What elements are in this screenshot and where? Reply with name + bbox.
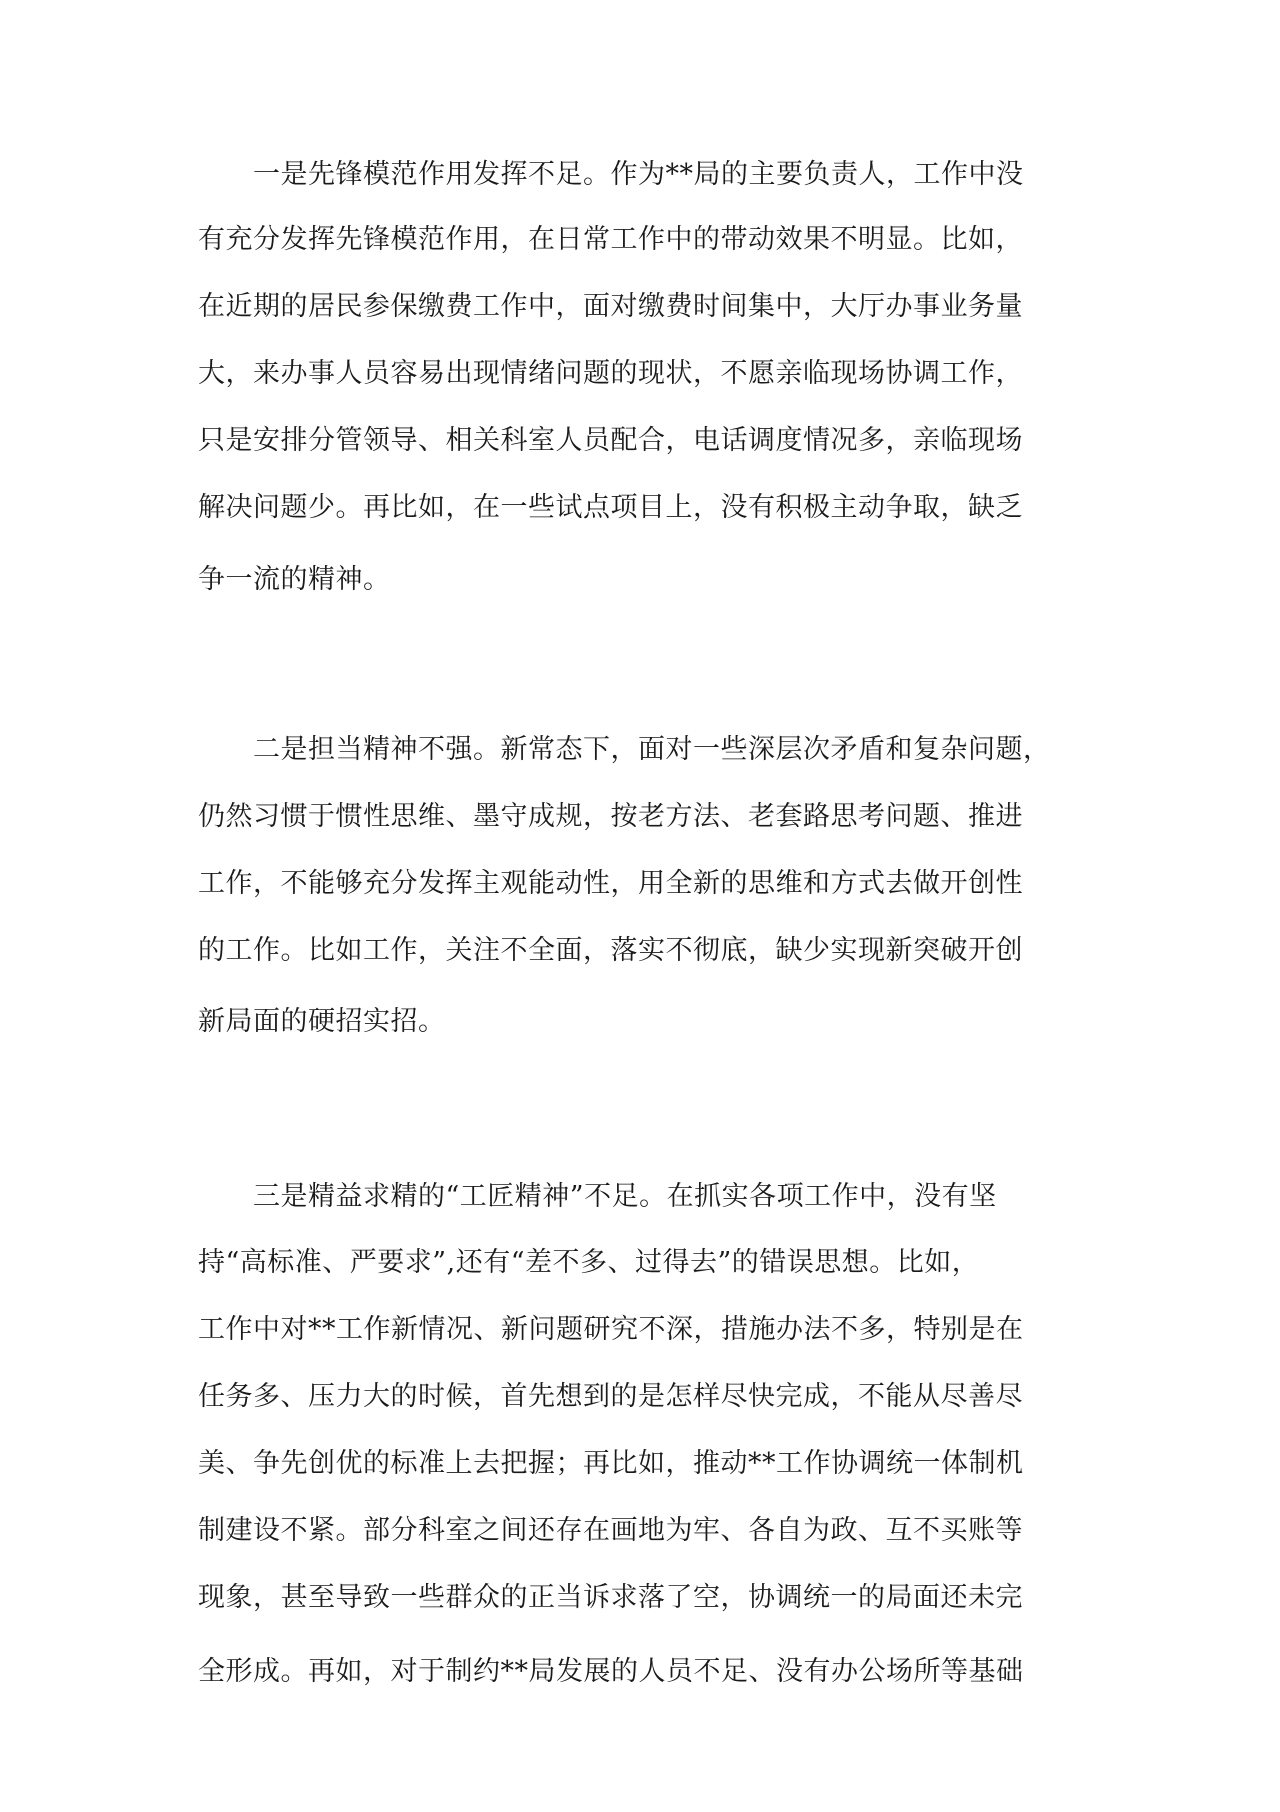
paragraph-2-line-1: 二是担当精神不强。新常态下，面对一些深层次矛盾和复杂问题， [253, 734, 1051, 765]
paragraph-3-line-6: 制建设不紧。部分科室之间还存在画地为牢、各自为政、互不买账等 [198, 1515, 1023, 1546]
paragraph-3-line-4: 任务多、压力大的时候，首先想到的是怎样尽快完成，不能从尽善尽 [198, 1381, 1023, 1412]
paragraph-2-line-3: 工作，不能够充分发挥主观能动性，用全新的思维和方式去做开创性 [198, 868, 1023, 899]
paragraph-3-line-3: 工作中对**工作新情况、新问题研究不深，措施办法不多，特别是在 [198, 1314, 1024, 1345]
paragraph-1-line-5: 只是安排分管领导、相关科室人员配合，电话调度情况多，亲临现场 [198, 425, 1023, 456]
paragraph-3-line-1: 三是精益求精的“工匠精神”不足。在抓实各项工作中，没有坚 [253, 1181, 997, 1212]
paragraph-2-line-4: 的工作。比如工作，关注不全面，落实不彻底，缺少实现新突破开创 [198, 935, 1023, 966]
paragraph-2-line-5: 新局面的硬招实招。 [198, 1006, 446, 1037]
paragraph-3-line-5: 美、争先创优的标准上去把握；再比如，推动**工作协调统一体制机 [198, 1448, 1024, 1479]
paragraph-1-line-2: 有充分发挥先锋模范作用，在日常工作中的带动效果不明显。比如， [198, 224, 1023, 255]
paragraph-3-line-2: 持“高标准、严要求”,还有“差不多、过得去”的错误思想。比如， [198, 1247, 980, 1278]
paragraph-1-line-6: 解决问题少。再比如，在一些试点项目上，没有积极主动争取，缺乏 [198, 492, 1023, 523]
paragraph-1-line-7: 争一流的精神。 [198, 564, 391, 595]
paragraph-1-line-3: 在近期的居民参保缴费工作中，面对缴费时间集中，大厅办事业务量 [198, 291, 1023, 322]
paragraph-2-line-2: 仍然习惯于惯性思维、墨守成规，按老方法、老套路思考问题、推进 [198, 801, 1023, 832]
paragraph-1-line-4: 大，来办事人员容易出现情绪问题的现状，不愿亲临现场协调工作， [198, 358, 1023, 389]
paragraph-3-line-8: 全形成。再如，对于制约**局发展的人员不足、没有办公场所等基础 [198, 1656, 1024, 1687]
paragraph-1-line-1: 一是先锋模范作用发挥不足。作为**局的主要负责人，工作中没 [253, 159, 1024, 190]
paragraph-3-line-7: 现象，甚至导致一些群众的正当诉求落了空，协调统一的局面还未完 [198, 1582, 1023, 1613]
